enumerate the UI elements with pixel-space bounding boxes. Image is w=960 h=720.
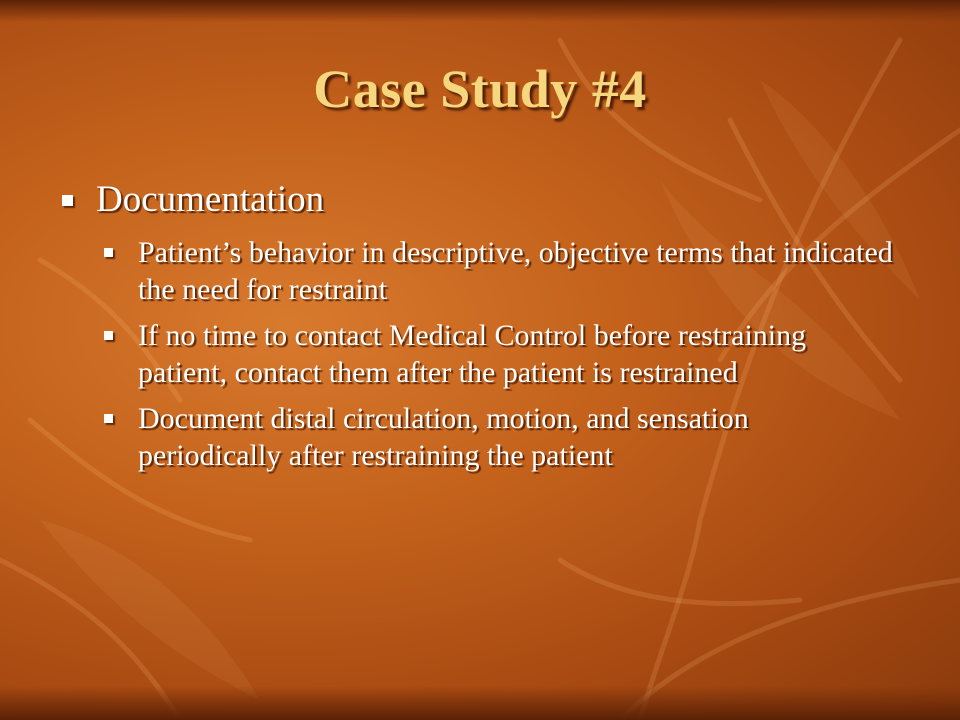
sub-bullet-text: If no time to contact Medical Control before restraining patient, contact them after the patient is restrained xyxy=(138,319,807,389)
bullet-documentation xyxy=(58,178,908,222)
square-bullet-icon xyxy=(104,331,113,340)
sub-bullet-behavior xyxy=(100,234,898,308)
sub-bullet-medical-control xyxy=(100,317,898,391)
slide-title: Case Study #4 xyxy=(313,59,647,119)
bottom-shadow-band xyxy=(0,686,960,720)
sub-bullet-text: Document distal circulation, motion, and sensation periodically after restraining the patient xyxy=(138,402,749,472)
square-bullet-icon xyxy=(62,195,73,206)
sub-bullet-circulation xyxy=(100,400,898,474)
bullet-text: Documentation xyxy=(96,179,325,220)
square-bullet-icon xyxy=(104,414,113,423)
slide-content xyxy=(58,178,908,483)
sub-bullet-text: Patient’s behavior in descriptive, objective terms that indicated the need for restraint xyxy=(138,236,893,306)
top-shadow-band xyxy=(0,0,960,22)
square-bullet-icon xyxy=(104,248,113,257)
